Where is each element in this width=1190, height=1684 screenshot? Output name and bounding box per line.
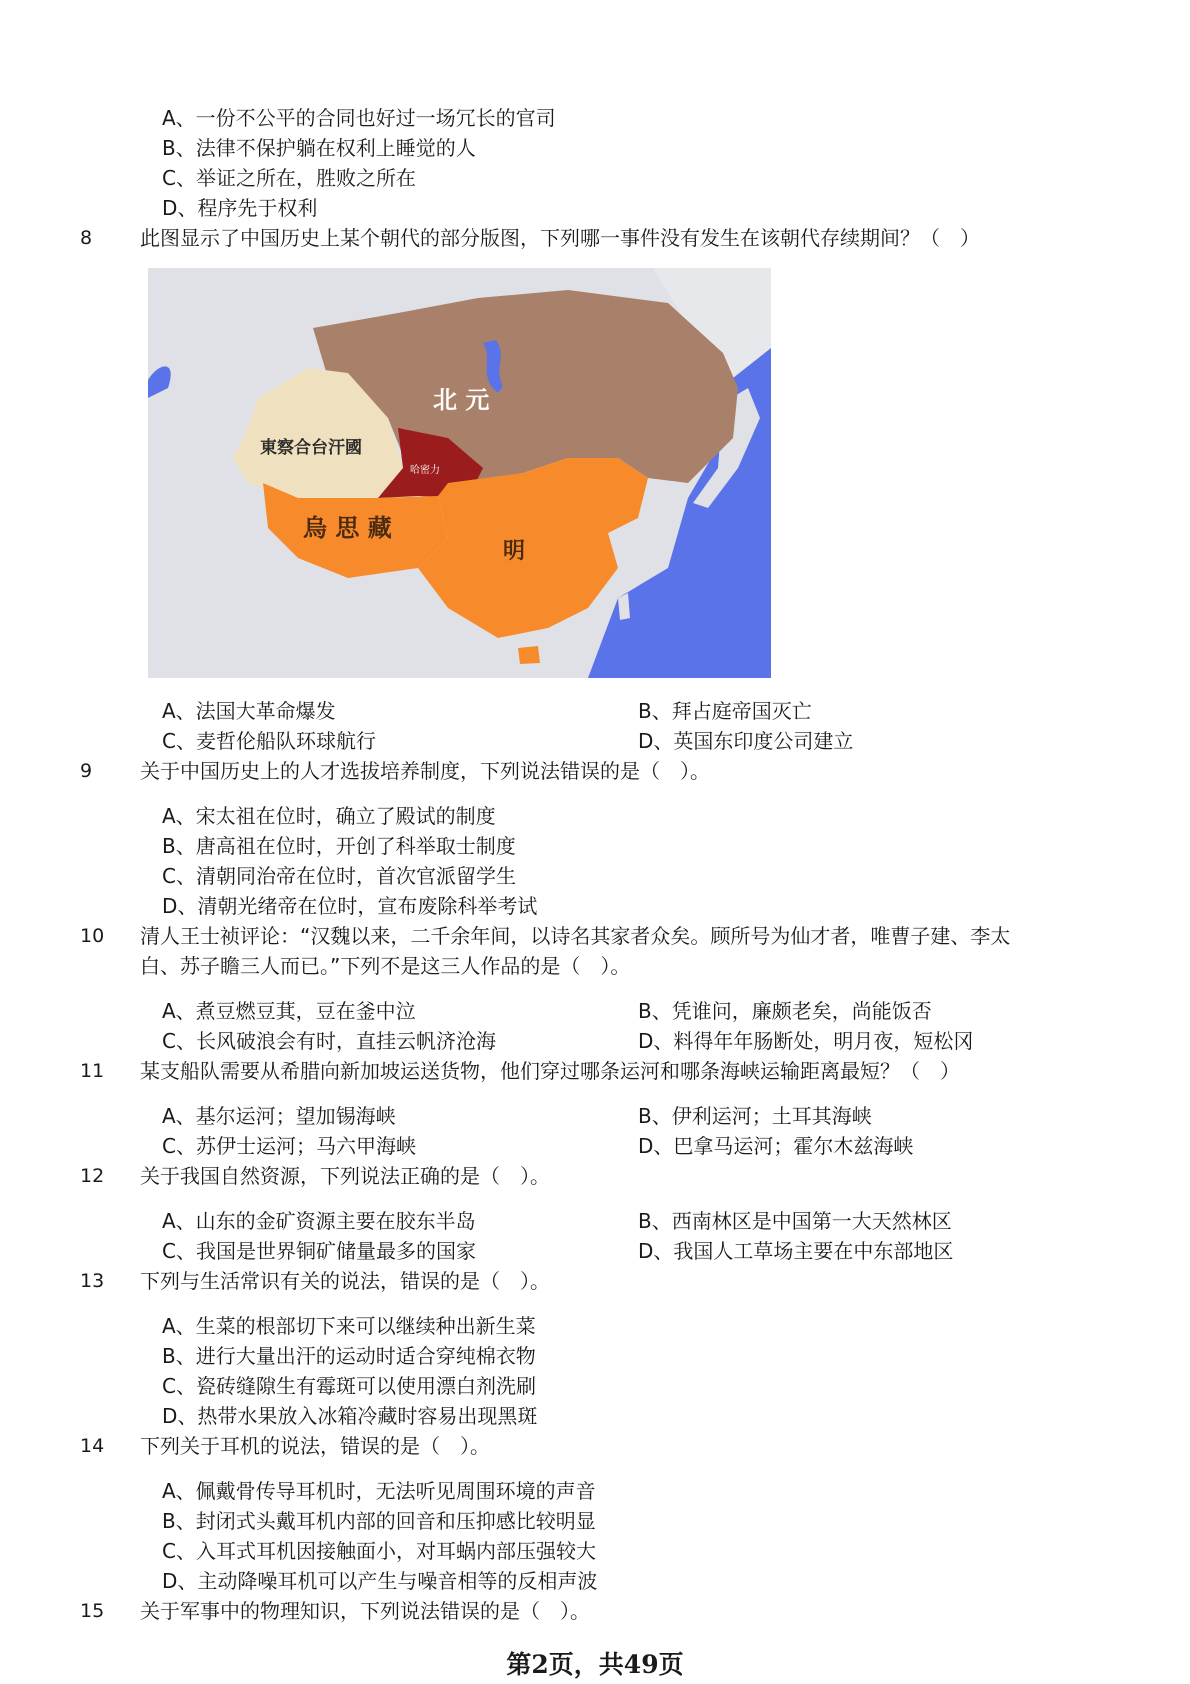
q10-number: 10 — [80, 925, 105, 947]
q9-option-a: A、宋太祖在位时，确立了殿试的制度 — [162, 804, 496, 828]
q14-option-b: B、封闭式头戴耳机内部的回音和压抑感比较明显 — [162, 1509, 596, 1533]
q13-number: 13 — [80, 1270, 105, 1292]
q13-option-c: C、瓷砖缝隙生有霉斑可以使用漂白剂洗刷 — [162, 1374, 536, 1398]
q15-number: 15 — [80, 1600, 105, 1622]
q7-option-d: D、程序先于权利 — [162, 196, 318, 220]
map-label-east-chagatai: 東察合台汗國 — [260, 438, 362, 458]
q8-number: 8 — [80, 227, 93, 249]
q12-question: 关于我国自然资源，下列说法正确的是（ ）。 — [140, 1164, 550, 1188]
q14-option-c: C、入耳式耳机因接触面小，对耳蜗内部压强较大 — [162, 1539, 596, 1563]
q11-question: 某支船队需要从希腊向新加坡运送货物，他们穿过哪条运河和哪条海峡运输距离最短？（ ） — [140, 1059, 960, 1083]
q7-option-c: C、举证之所在，胜败之所在 — [162, 166, 416, 190]
q9-option-d: D、清朝光绪帝在位时，宣布废除科举考试 — [162, 894, 538, 918]
q8-option-a: A、法国大革命爆发 — [162, 699, 336, 723]
map-label-north-yuan: 北 元 — [433, 385, 490, 414]
map-label-wusizang: 烏 思 藏 — [303, 513, 392, 542]
q10-option-d: D、料得年年肠断处，明月夜，短松冈 — [638, 1029, 974, 1053]
q12-option-d: D、我国人工草场主要在中东部地区 — [638, 1239, 954, 1263]
q8-question: 此图显示了中国历史上某个朝代的部分版图，下列哪一事件没有发生在该朝代存续期间？（ ） — [140, 226, 980, 250]
q14-option-d: D、主动降噪耳机可以产生与噪音相等的反相声波 — [162, 1569, 598, 1593]
q11-number: 11 — [80, 1060, 105, 1082]
q11-option-d: D、巴拿马运河；霍尔木兹海峡 — [638, 1134, 914, 1158]
q10-question-line2: 白、苏子瞻三人而已。”下列不是这三人作品的是（ ）。 — [140, 954, 631, 978]
q9-option-c: C、清朝同治帝在位时，首次官派留学生 — [162, 864, 516, 888]
q15-question: 关于军事中的物理知识，下列说法错误的是（ ）。 — [140, 1599, 590, 1623]
q14-question: 下列关于耳机的说法，错误的是（ ）。 — [140, 1434, 490, 1458]
q11-option-b: B、伊利运河；土耳其海峡 — [638, 1104, 872, 1128]
q12-option-c: C、我国是世界铜矿储量最多的国家 — [162, 1239, 476, 1263]
q11-option-c: C、苏伊士运河；马六甲海峡 — [162, 1134, 416, 1158]
q14-option-a: A、佩戴骨传导耳机时，无法听见周围环境的声音 — [162, 1479, 596, 1503]
q12-number: 12 — [80, 1165, 105, 1187]
q8-option-d: D、英国东印度公司建立 — [638, 729, 854, 753]
q9-number: 9 — [80, 760, 93, 782]
q12-option-a: A、山东的金矿资源主要在胶东半岛 — [162, 1209, 476, 1233]
page-footer: 第2页，共49页 — [506, 1650, 684, 1679]
q12-option-b: B、西南林区是中国第一大天然林区 — [638, 1209, 952, 1233]
q10-option-b: B、凭谁问，廉颇老矣，尚能饭否 — [638, 999, 932, 1023]
q7-option-b: B、法律不保护躺在权利上睡觉的人 — [162, 136, 476, 160]
q13-option-a: A、生菜的根部切下来可以继续种出新生菜 — [162, 1314, 536, 1338]
map-label-ming: 明 — [503, 538, 526, 564]
q8-option-c: C、麦哲伦船队环球航行 — [162, 729, 376, 753]
map-label-hami: 哈密力 — [410, 465, 440, 476]
q9-question: 关于中国历史上的人才选拔培养制度，下列说法错误的是（ ）。 — [140, 759, 710, 783]
q8-option-b: B、拜占庭帝国灭亡 — [638, 699, 812, 723]
q10-question-line1: 清人王士祯评论：“汉魏以来，二千余年间，以诗名其家者众矣。顾所号为仙才者，唯曹子建、李太 — [140, 924, 1011, 948]
q13-question: 下列与生活常识有关的说法，错误的是（ ）。 — [140, 1269, 550, 1293]
q13-option-b: B、进行大量出汗的运动时适合穿纯棉衣物 — [162, 1344, 536, 1368]
q10-option-a: A、煮豆燃豆萁，豆在釜中泣 — [162, 999, 416, 1023]
q14-number: 14 — [80, 1435, 105, 1457]
q7-option-a: A、一份不公平的合同也好过一场冗长的官司 — [162, 106, 556, 130]
q13-option-d: D、热带水果放入冰箱冷藏时容易出现黑斑 — [162, 1404, 538, 1428]
q9-option-b: B、唐高祖在位时，开创了科举取士制度 — [162, 834, 516, 858]
q10-option-c: C、长风破浪会有时，直挂云帆济沧海 — [162, 1029, 496, 1053]
ming-dynasty-map — [148, 268, 771, 678]
q11-option-a: A、基尔运河；望加锡海峡 — [162, 1104, 396, 1128]
